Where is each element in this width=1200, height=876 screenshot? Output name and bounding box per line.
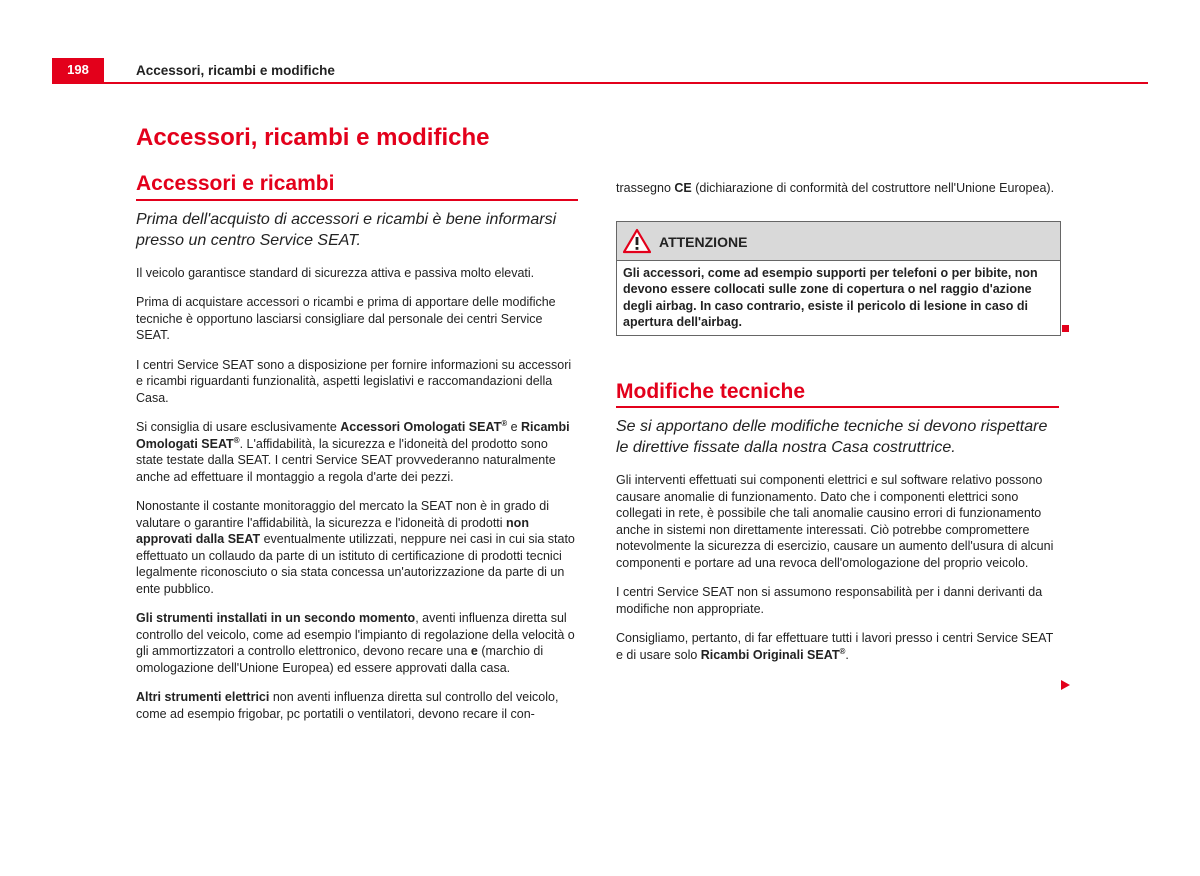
- header-rule: [52, 82, 1148, 84]
- paragraph: Gli interventi effettuati sui componenti elettrici e sul software relativo possono causare anomalie di funzionamento. Dato che i componenti elettrici sono collegati in rete, è possibile che tali anomalie causino errori di funzionamento anche in sistemi non direttamente interessati. Ciò potrebbe compromettere notevolmente la sicurezza di esercizio, causare un aumento dell'usura di alcuni componenti e portare ad una revoca dell'omologazione del proprio veicolo.: [616, 473, 1054, 570]
- page-header: [52, 58, 1148, 84]
- paragraph: Il veicolo garantisce standard di sicurezza attiva e passiva molto elevati.: [136, 265, 535, 280]
- continue-arrow-icon: [1061, 680, 1070, 690]
- running-title: Accessori, ricambi e modifiche: [136, 63, 335, 78]
- paragraph-continuation: trassegno CE (dichiarazione di conformità del costruttore nell'Unione Europea).: [616, 181, 1055, 195]
- section-heading-modifiche: Modifiche tecniche: [616, 384, 1059, 409]
- section-intro: Prima dell'acquisto di accessori e ricambi è bene informarsi presso un centro Service SEAT.: [136, 210, 557, 249]
- paragraph: Si consiglia di usare esclusivamente Accessori Omologati SEAT® e Ricambi Omologati SEAT®. L'affidabilità, la sicurezza e l'idoneità del prodotto sono state testate dalla SEAT. I centri Service SEAT provvederanno naturalmente anche ad effettuare il montaggio a regola d'arte dei pezzi.: [136, 418, 570, 484]
- warning-box: [616, 221, 1061, 336]
- warning-triangle-icon: [623, 228, 651, 254]
- paragraph: I centri Service SEAT sono a disposizione per fornire informazioni su accessori e ricambi riguardanti funzionalità, aspetti legislativi e raccomandazioni della Casa.: [136, 357, 572, 405]
- paragraph: Nonostante il costante monitoraggio del mercato la SEAT non è in grado di valutare o garantire l'affidabilità, la sicurezza e l'idoneità di prodotti non approvati dalla SEAT eventualmente utilizzati, neppure nei casi in cui sia stato effettuato un collaudo da parte di un istituto di certificazione di prodotti tecnici legalmente riconosciuto o sia stata concessa un'autorizzazione da parte di un ente pubblico.: [136, 499, 575, 596]
- paragraph: Prima di acquistare accessori o ricambi e prima di apportare delle modifiche tecniche è opportuno lasciarsi consigliare dal personale dei centri Service SEAT.: [136, 295, 556, 342]
- warning-title: ATTENZIONE: [659, 233, 748, 250]
- paragraph: Altri strumenti elettrici non aventi influenza diretta sul controllo del veicolo, come ad esempio frigobar, pc portatili o ventilatori, devono recare il con-: [136, 690, 559, 721]
- warning-text: Gli accessori, come ad esempio supporti per telefoni o per bibite, non devono essere collocati sulle zone di copertura o nel raggio d'azione degli airbag. In caso contrario, esiste il pericolo di lesione in caso di apertura dell'airbag.: [617, 260, 1060, 335]
- paragraph: Gli strumenti installati in un secondo momento, aventi influenza diretta sul controllo del veicolo, come ad esempio l'impianto di regolazione della velocità o gli ammortizzatori a controllo elettronico, devono recare una e (marchio di omologazione dell'Unione Europea) ed essere approvati dalla casa.: [136, 611, 575, 675]
- right-column: [616, 180, 1059, 676]
- paragraph: Consigliamo, pertanto, di far effettuare tutti i lavori presso i centri Service SEAT e di usare solo Ricambi Originali SEAT®.: [616, 631, 1054, 662]
- section-heading-accessori: Accessori e ricambi: [136, 176, 578, 201]
- chapter-title: Accessori, ricambi e modifiche: [136, 124, 490, 151]
- warning-header: [617, 222, 1060, 260]
- left-column: [136, 172, 578, 735]
- end-of-section-square: [1062, 325, 1069, 332]
- paragraph: I centri Service SEAT non si assumono responsabilità per i danni derivanti da modifiche non appropriate.: [616, 585, 1043, 616]
- section-intro: Se si apportano delle modifiche tecniche si devono rispettare le direttive fissate dalla nostra Casa costruttrice.: [616, 418, 1048, 456]
- page-number: 198: [52, 58, 104, 82]
